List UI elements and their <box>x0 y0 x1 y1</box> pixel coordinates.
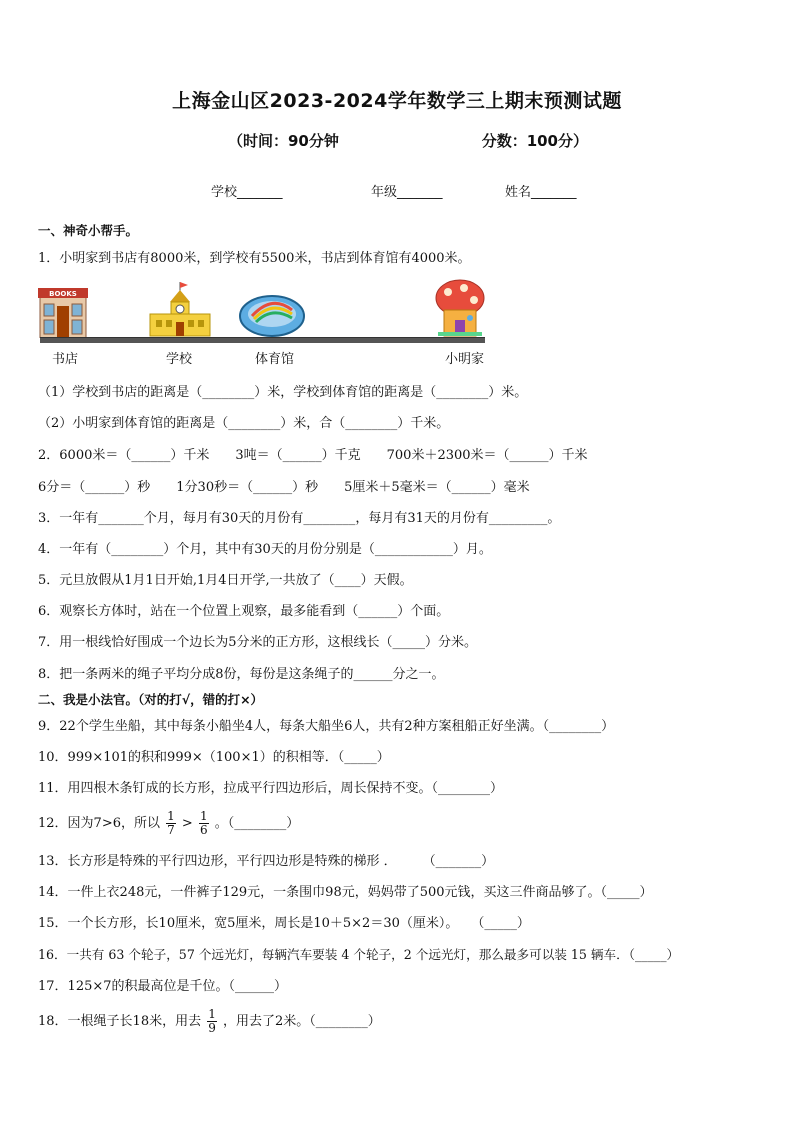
question-1-1: （1）学校到书店的距离是（________）米，学校到体育馆的距离是（________）米。 <box>38 385 528 400</box>
question-14: 14．一件上衣248元，一件裤子129元，一条围巾98元，妈妈带了500元钱，买这三件商品够了。（_____） <box>38 885 653 900</box>
question-18-text: 18．一根绳子长18米，用去 <box>38 1014 202 1029</box>
bookstore-sign: BOOKS <box>49 290 77 298</box>
question-15: 15．一个长方形，长10厘米，宽5厘米，周长是10＋5×2＝30（厘米）。 （_____） <box>38 916 530 931</box>
question-7: 7．用一根线恰好围成一个边长为5分米的正方形，这根线长（_____）分米。 <box>38 635 478 650</box>
school-icon <box>146 280 214 338</box>
label-school: 学校 <box>166 352 193 367</box>
question-9: 9．22个学生坐船，其中每条小船坐4人，每条大船坐6人，共有2种方案租船正好坐满。（________） <box>38 719 615 734</box>
label-stadium: 体育馆 <box>255 352 295 367</box>
question-5: 5．元旦放假从1月1日开始,1月4日开学,一共放了（____）天假。 <box>38 573 413 588</box>
bookstore-icon <box>38 286 88 338</box>
home-icon <box>434 278 486 338</box>
question-1: 1．小明家到书店有8000米，到学校有5500米，书店到体育馆有4000米。 <box>38 251 471 266</box>
question-12 <box>38 808 299 840</box>
question-17: 17．125×7的积最高位是千位。（______） <box>38 979 288 994</box>
question-3: 3．一年有_______个月，每月有30天的月份有________，每月有31天的月份有_________。 <box>38 511 561 526</box>
grade-field[interactable]: 年级_______ <box>371 185 443 200</box>
fraction-one-ninth: $\frac{1}{9}$ <box>208 1007 216 1035</box>
question-6: 6．观察长方体时，站在一个位置上观察，最多能看到（______）个面。 <box>38 604 450 619</box>
question-12-answer: 。（________） <box>214 816 300 831</box>
page-title: 上海金山区2023-2024学年数学三上期末预测试题 <box>172 90 622 112</box>
question-18 <box>38 1006 381 1038</box>
total-score: 分数：100分） <box>481 132 588 150</box>
name-field[interactable]: 姓名_______ <box>505 185 577 200</box>
question-8: 8．把一条两米的绳子平均分成8份，每份是这条绳子的______分之一。 <box>38 667 445 682</box>
fraction-one-seventh: $\frac{1}{7}$ <box>167 809 175 837</box>
question-10: 10．999×101的积和999×（100×1）的积相等．（_____） <box>38 750 390 765</box>
fraction-one-sixth: $\frac{1}{6}$ <box>199 809 208 837</box>
section-1-heading: 一、神奇小帮手。 <box>38 223 139 238</box>
question-2b: 6分＝（______）秒 1分30秒＝（______）秒 5厘米＋5毫米＝（______）毫米 <box>38 480 530 495</box>
question-16: 16．一共有 63 个轮子，57 个远光灯，每辆汽车要装 4 个轮子，2 个远光灯，那么最多可以装 15 辆车．（_____） <box>38 947 680 962</box>
label-home: 小明家 <box>445 352 485 367</box>
time-limit: （时间：90分钟 <box>228 132 339 150</box>
question-1-2: （2）小明家到体育馆的距离是（________）米，合（________）千米。 <box>38 416 450 431</box>
question-11: 11．用四根木条钉成的长方形，拉成平行四边形后，周长保持不变。（________） <box>38 781 504 796</box>
greater-than-sign: > <box>181 816 193 831</box>
question-12-text: 12．因为7>6，所以 <box>38 816 160 831</box>
question-4: 4．一年有（________）个月，其中有30天的月份分别是（____________）月。 <box>38 542 492 557</box>
question-2a: 2．6000米＝（______）千米 3吨＝（______）千克 700米＋2300米＝（______）千米 <box>38 448 588 463</box>
road-line <box>40 337 485 343</box>
exam-meta <box>228 130 588 151</box>
distance-illustration <box>38 280 498 370</box>
stadium-icon <box>238 292 306 338</box>
question-13: 13．长方形是特殊的平行四边形，平行四边形是特殊的梯形 ． （_______） <box>38 854 495 869</box>
school-field[interactable]: 学校_______ <box>211 185 283 200</box>
section-2-heading: 二、我是小法官。（对的打√，错的打×） <box>38 692 264 707</box>
label-bookstore: 书店 <box>52 352 79 367</box>
question-18-answer: ，用去了2米。（________） <box>223 1014 381 1029</box>
